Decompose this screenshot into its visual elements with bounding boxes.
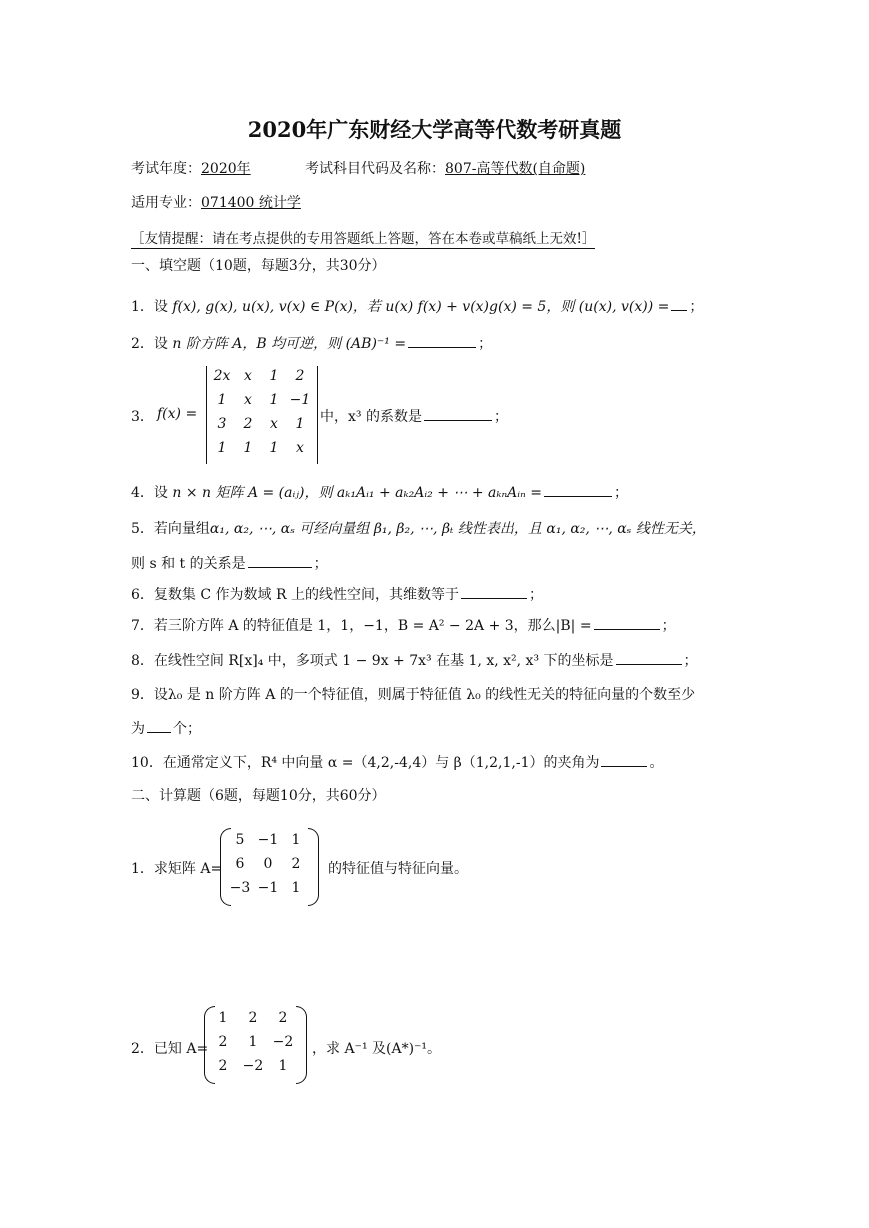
det-grid-cell: 1 bbox=[269, 392, 279, 408]
c1-grid-cell: 2 bbox=[291, 856, 301, 872]
q3-after: 中，x³ 的系数是 ； bbox=[320, 406, 508, 426]
c2-grid-cell: −2 bbox=[272, 1034, 294, 1050]
q5-text: α₁, α₂, ⋯, αₛ 可经向量组 β₁, β₂, ⋯, βₜ 线性表出，且 α₁, α₂, ⋯, αₛ 线性无关， bbox=[209, 521, 706, 537]
question-1 bbox=[131, 296, 703, 316]
subject-value: 807-高等代数(自命题) bbox=[445, 161, 586, 177]
q1-number: 1．设 bbox=[131, 299, 168, 315]
question-6: 6．复数集 C 作为数域 R 上的线性空间，其维数等于 ； bbox=[131, 584, 543, 604]
c1-grid-cell: 1 bbox=[291, 832, 301, 848]
q4-text: n × n 矩阵 A = (aᵢⱼ)，则 aₖ₁Aᵢ₁ + aₖ₂Aᵢ₂ + ⋯ + aₖₙAᵢₙ = bbox=[172, 485, 542, 501]
question-9-line2: 为 个； bbox=[131, 718, 201, 738]
q6-blank bbox=[461, 584, 527, 599]
q6-text: 复数集 C 作为数域 R 上的线性空间，其维数等于 bbox=[153, 587, 459, 603]
c2-grid-cell: 2 bbox=[248, 1010, 258, 1026]
c2-grid-cell: 2 bbox=[218, 1058, 228, 1074]
q2-end: ； bbox=[478, 336, 493, 352]
q2-number: 2．设 bbox=[131, 336, 168, 352]
q4-number: 4．设 bbox=[131, 485, 168, 501]
det-grid-cell: 1 bbox=[269, 440, 279, 456]
det-grid-cell: 2 bbox=[243, 416, 253, 432]
c2-grid-cell: 1 bbox=[278, 1058, 288, 1074]
q3-lhs: f(x) = bbox=[157, 406, 198, 422]
page-title: 2020年广东财经大学高等代数考研真题 bbox=[247, 117, 622, 142]
q2-blank bbox=[408, 333, 476, 348]
det-grid-cell: 2x bbox=[213, 368, 231, 384]
calc-2-label: 2．已知 A= bbox=[131, 1041, 209, 1057]
section1-heading: 一、填空题（10题，每题3分，共30分） bbox=[131, 258, 386, 274]
q3-number: 3． bbox=[131, 409, 154, 425]
calc-1-label: 1．求矩阵 A= bbox=[131, 861, 223, 877]
question-4 bbox=[131, 482, 628, 502]
q5-number: 5．若向量组 bbox=[131, 521, 210, 537]
det-grid-cell: x bbox=[270, 416, 278, 432]
question-2 bbox=[131, 333, 492, 353]
q8-text: 在线性空间 R[x]₄ 中，多项式 1 − 9x + 7x³ 在基 1, x, x², x³ 下的坐标是 bbox=[153, 653, 614, 669]
c1-grid-cell: 1 bbox=[291, 880, 301, 896]
subject-label: 考试科目代码及名称： bbox=[305, 161, 445, 177]
det-grid-cell: 1 bbox=[217, 440, 227, 456]
major-value: 071400 统计学 bbox=[201, 195, 301, 211]
det-grid-cell: 3 bbox=[217, 416, 227, 432]
year-label: 考试年度： bbox=[131, 161, 201, 177]
c1-grid-cell: −1 bbox=[257, 832, 279, 848]
c1-grid-cell: 6 bbox=[235, 856, 245, 872]
c2-grid-cell: −2 bbox=[242, 1058, 264, 1074]
c2-grid-cell: 2 bbox=[278, 1010, 288, 1026]
det-grid-cell: −1 bbox=[289, 392, 311, 408]
det-grid-cell: 1 bbox=[243, 440, 253, 456]
q5-blank bbox=[248, 553, 312, 568]
c1-grid-cell: −3 bbox=[229, 880, 251, 896]
question-5 bbox=[131, 518, 706, 538]
calc-2-after: ，求 A⁻¹ 及(A*)⁻¹。 bbox=[312, 1041, 442, 1057]
q1-end: ； bbox=[689, 299, 704, 315]
q10-text: 在通常定义下，R⁴ 中向量 α =（4,2,-4,4）与 β（1,2,1,-1）的夹角为 bbox=[162, 755, 600, 771]
question-8: 8．在线性空间 R[x]₄ 中，多项式 1 − 9x + 7x³ 在基 1, x, x², x³ 下的坐标是 ； bbox=[131, 650, 698, 670]
section2-heading: 二、计算题（6题，每题10分，共60分） bbox=[131, 788, 386, 804]
q1-blank bbox=[671, 296, 687, 311]
q7-text: 若三阶方阵 A 的特征值是 1，1，−1，B = A² − 2A + 3，那么|B| = bbox=[153, 618, 592, 634]
exam-year bbox=[131, 158, 251, 178]
q2-text: n 阶方阵 A，B 均可逆，则 (AB)⁻¹ = bbox=[172, 336, 407, 352]
c2-grid-cell: 2 bbox=[218, 1034, 228, 1050]
c2-grid-cell: 1 bbox=[218, 1010, 228, 1026]
question-5-line2: 则 s 和 t 的关系是 ； bbox=[131, 553, 328, 573]
q1-text: f(x), g(x), u(x), v(x) ∈ P(x)，若 u(x) f(x) + v(x)g(x) = 5，则 (u(x), v(x)) = bbox=[172, 299, 670, 315]
c1-grid-cell: 0 bbox=[263, 856, 273, 872]
q8-blank bbox=[616, 650, 682, 665]
question-10: 10．在通常定义下，R⁴ 中向量 α =（4,2,-4,4）与 β（1,2,1,-1）的夹角为 。 bbox=[131, 752, 663, 772]
q9-text: λ₀ 是 n 阶方阵 A 的一个特征值，则属于特征值 λ₀ 的线性无关的特征向量的个数至少 bbox=[167, 687, 696, 703]
det-grid-cell: 1 bbox=[269, 368, 279, 384]
question-7: 7．若三阶方阵 A 的特征值是 1，1，−1，B = A² − 2A + 3，那么|B| = ； bbox=[131, 615, 676, 635]
q3-blank bbox=[424, 406, 492, 421]
det-grid-cell: x bbox=[296, 440, 304, 456]
q3-determinant bbox=[206, 366, 318, 464]
q9-blank bbox=[147, 718, 171, 733]
calc-1-after: 的特征值与特征向量。 bbox=[328, 861, 468, 877]
c1-grid-cell: 5 bbox=[235, 832, 245, 848]
major-label: 适用专业： bbox=[131, 195, 201, 211]
q7-blank bbox=[594, 615, 660, 630]
det-grid-cell: x bbox=[244, 368, 252, 384]
notice: ［友情提醒：请在考点提供的专用答题纸上答题，答在本卷或草稿纸上无效!］ bbox=[131, 227, 595, 249]
q4-end: ； bbox=[613, 485, 628, 501]
det-grid-cell: x bbox=[244, 392, 252, 408]
q10-blank bbox=[601, 752, 647, 767]
det-grid-cell: 1 bbox=[217, 392, 227, 408]
det-grid-cell: 2 bbox=[295, 368, 305, 384]
year-value: 2020年 bbox=[201, 161, 251, 177]
det-grid-cell: 1 bbox=[295, 416, 305, 432]
exam-major bbox=[131, 192, 301, 212]
c2-grid-cell: 1 bbox=[248, 1034, 258, 1050]
exam-subject bbox=[305, 158, 585, 178]
q5-line2: 则 s 和 t 的关系是 bbox=[131, 556, 246, 572]
q4-blank bbox=[544, 482, 612, 497]
question-9: 9．设λ₀ 是 n 阶方阵 A 的一个特征值，则属于特征值 λ₀ 的线性无关的特征向量的个数至少 bbox=[131, 687, 696, 703]
c1-grid-cell: −1 bbox=[257, 880, 279, 896]
